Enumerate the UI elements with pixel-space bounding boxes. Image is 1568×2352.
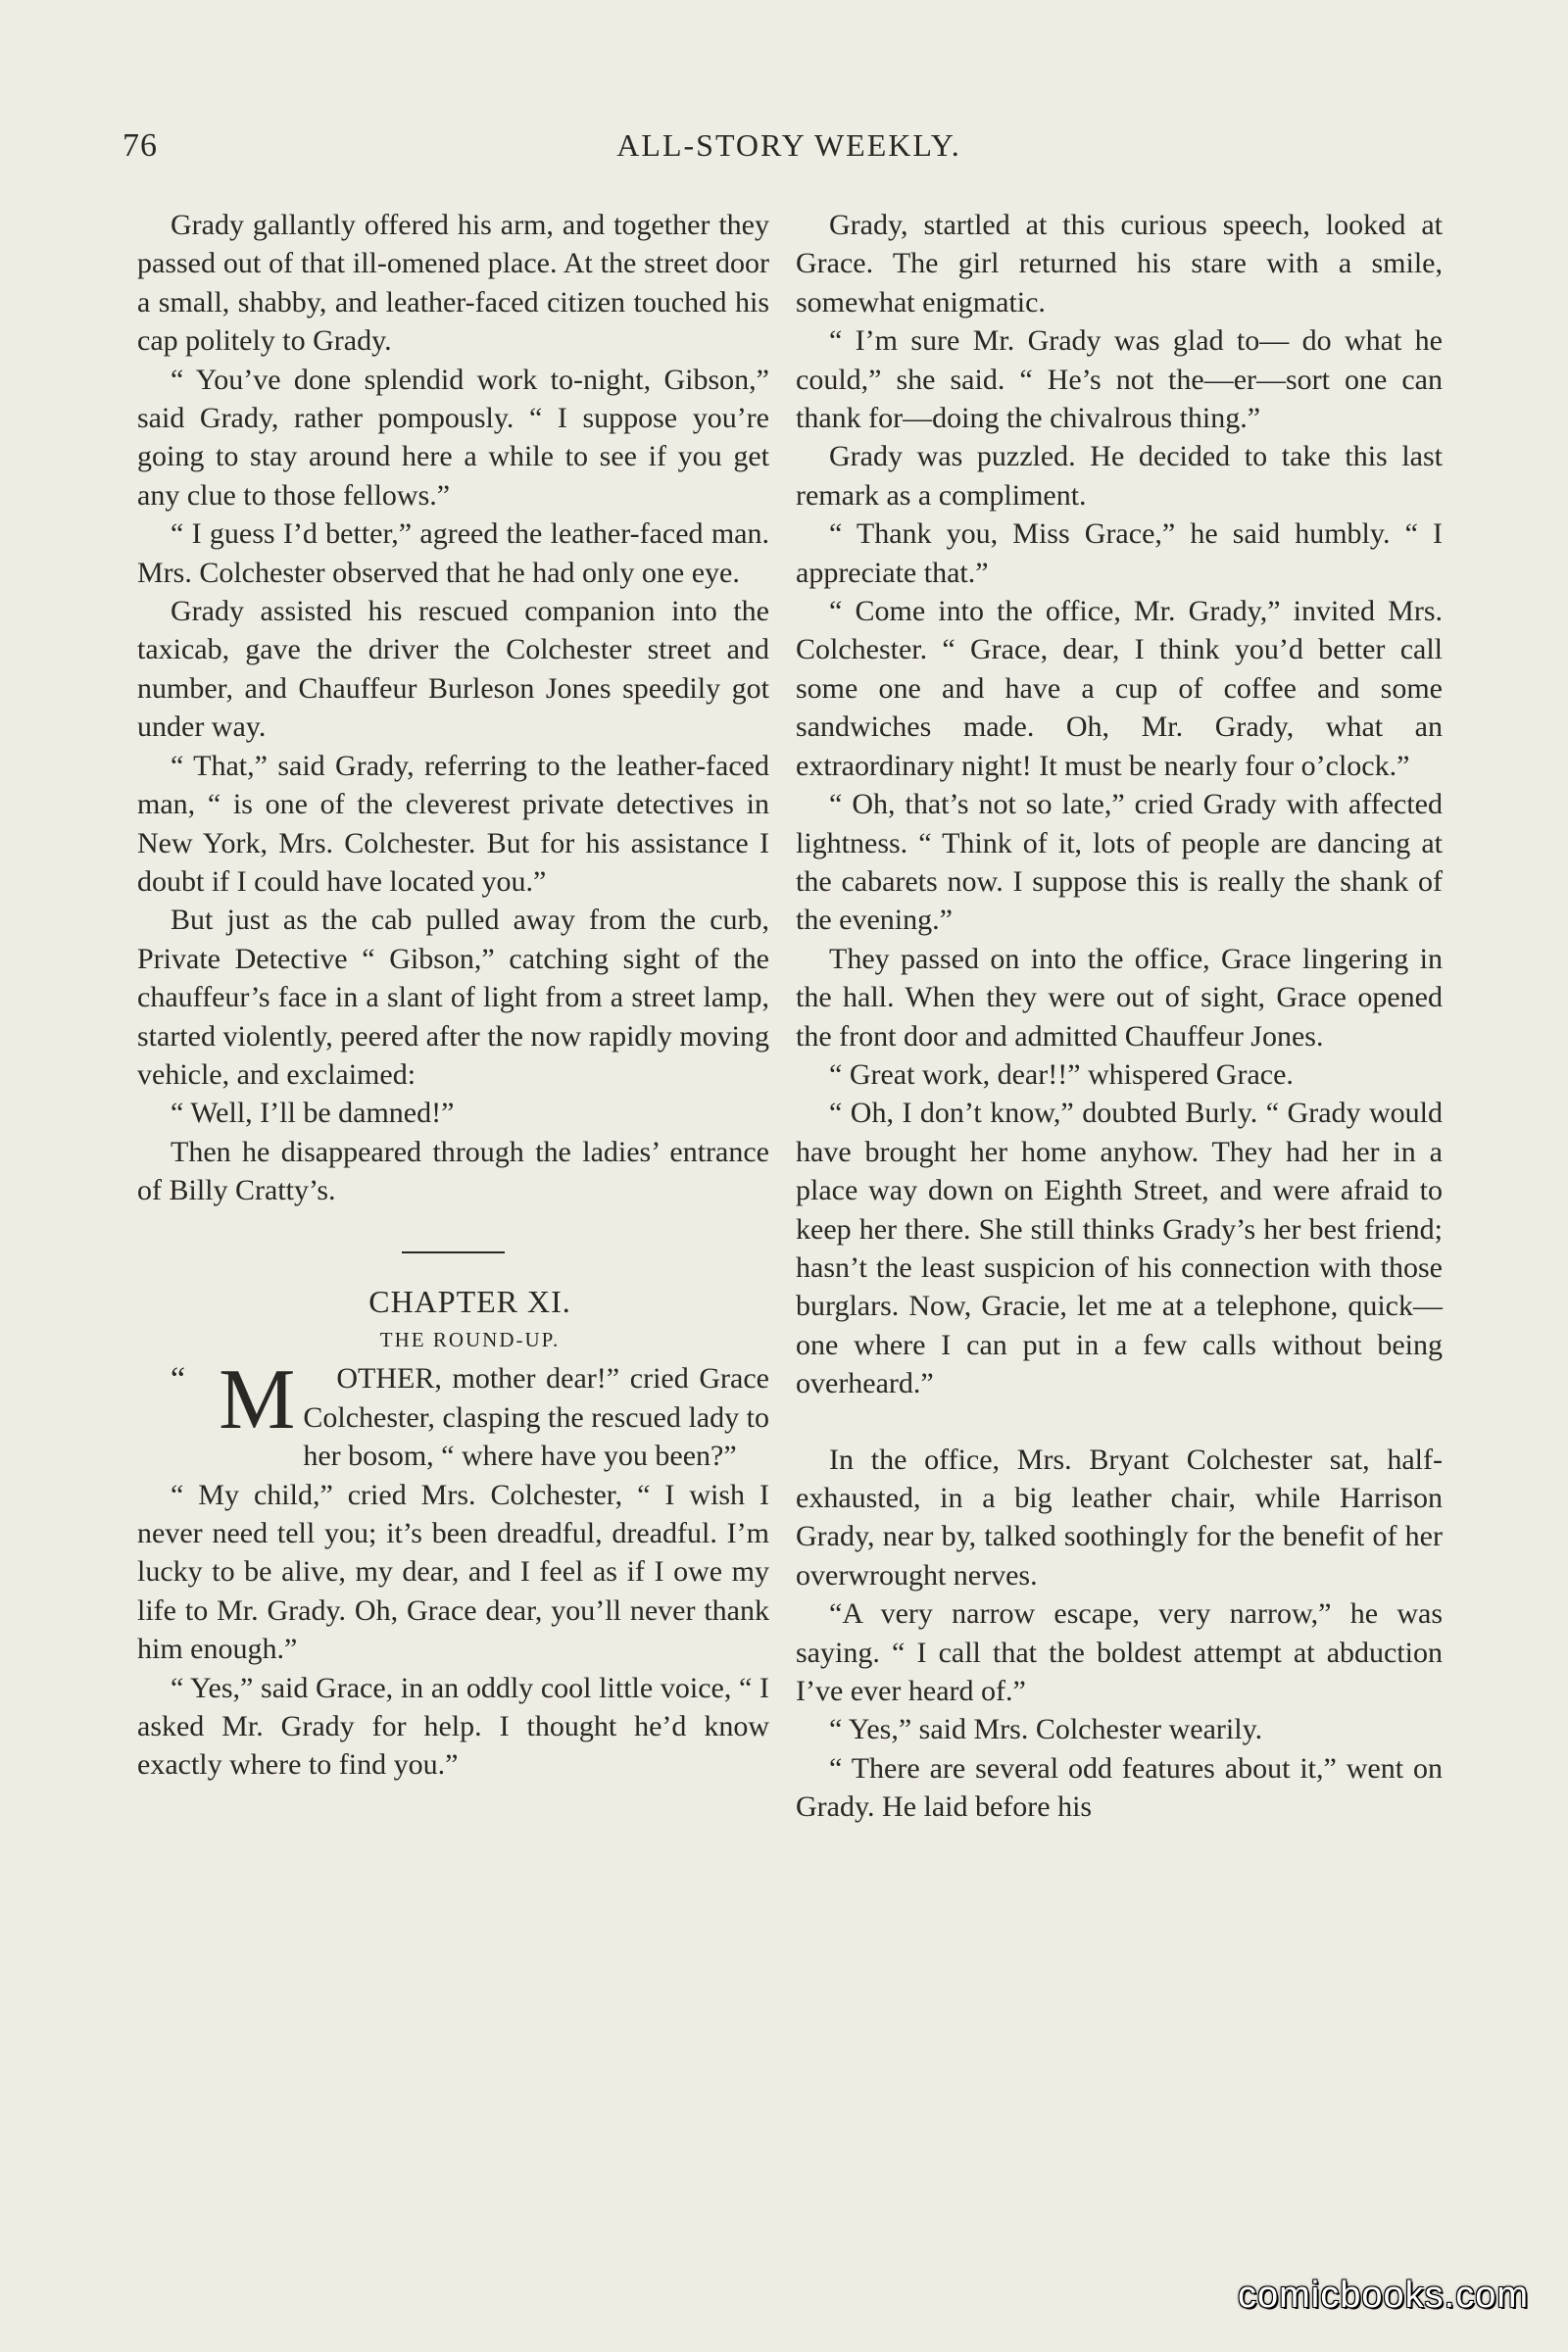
section-divider <box>402 1251 505 1253</box>
paragraph: Grady gallantly offered his arm, and together they passed out of that ill-omened place. At the street door a small, shabby, and leather-faced citizen touched his cap politely to Grady. <box>137 209 769 358</box>
chapter-opening-paragraph <box>137 1352 769 1475</box>
paragraph: Grady assisted his rescued companion into the taxicab, gave the driver the Colchester street and number, and Chauffeur Burleson Jones speedily got under way. <box>137 595 769 744</box>
paragraph: “ There are several odd features about it,” went on Grady. He laid before his <box>796 1751 1443 1824</box>
paragraph: In the office, Mrs. Bryant Colchester sat, half-exhausted, in a big leather chair, while Harrison Grady, near by, talked soothingly for the benefit of her overwrought nerves. <box>796 1443 1443 1592</box>
paragraph: Grady, startled at this curious speech, looked at Grace. The girl returned his stare with a smile, somewhat enigmatic. <box>796 209 1443 318</box>
paragraph: “ That,” said Grady, referring to the leather-faced man, “ is one of the cleverest private detectives in New York, Mrs. Colchester. But for his assistance I doubt if I could have located you.” <box>137 749 769 898</box>
paragraph: “ I’m sure Mr. Grady was glad to— do what he could,” she said. “ He’s not the—er—sort one can thank for—doing the chivalrous thing.” <box>796 324 1443 435</box>
drop-cap-quote: “ <box>171 1361 186 1398</box>
chapter-title: CHAPTER XI. <box>368 1283 571 1319</box>
opening-text: OTHER, mother dear!” cried Grace Colchester, clasping the rescued lady to her bosom, “ where have you been?” <box>303 1362 769 1473</box>
paragraph: “ Yes,” said Mrs. Colchester wearily. <box>829 1713 1263 1746</box>
paragraph: “ My child,” cried Mrs. Colchester, “ I wish I never need tell you; it’s been dreadful, dreadful. I’m lucky to be alive, my dear, and I feel as if I owe my life to Mr. Grady. Oh, Grace dear, you’ll never thank him enough.” <box>137 1478 769 1666</box>
paragraph: Then he disappeared through the ladies’ entrance of Billy Cratty’s. <box>137 1135 769 1207</box>
paragraph: But just as the cab pulled away from the curb, Private Detective “ Gibson,” catching sight of the chauffeur’s face in a slant of light from a street lamp, started violently, peered after the now rapidly moving vehicle, and exclaimed: <box>137 904 769 1091</box>
watermark-logo: comicbooks.com <box>1238 2275 1529 2316</box>
paragraph: “ Oh, that’s not so late,” cried Grady with affected lightness. “ Think of it, lots of people are dancing at the cabarets now. I suppose this is really the shank of the evening.” <box>796 788 1443 937</box>
paragraph: “ Oh, I don’t know,” doubted Burly. “ Grady would have brought her home anyhow. They had her in a place way down on Eighth Street, and were afraid to keep her there. She still thinks Grady’s her best friend; hasn’t the least suspicion of his connection with those burglars. Now, Gracie, let me at a telephone, quick—one where I can put in a few calls without being overheard.” <box>796 1097 1443 1400</box>
page-number: 76 <box>122 127 158 164</box>
paragraph: “ Come into the office, Mr. Grady,” invited Mrs. Colchester. “ Grace, dear, I think you’d better call some one and have a cup of coffee and some sandwiches made. Oh, Mr. Grady, what an extraordinary night! It must be nearly four o’clock.” <box>796 595 1443 782</box>
drop-cap <box>137 1352 296 1448</box>
paragraph: “A very narrow escape, very narrow,” he was saying. “ I call that the boldest attempt at abduction I’ve ever heard of.” <box>796 1597 1443 1708</box>
running-head: ALL-STORY WEEKLY. <box>616 127 961 163</box>
paragraph: “ You’ve done splendid work to-night, Gibson,” said Grady, rather pompously. “ I suppose you’re going to stay around here a while to see if you get any clue to those fellows.” <box>137 363 769 512</box>
page-header <box>122 127 1455 176</box>
paragraph: Grady was puzzled. He decided to take this last remark as a compliment. <box>796 440 1443 512</box>
paragraph: “ Well, I’ll be damned!” <box>171 1097 455 1130</box>
paragraph: They passed on into the office, Grace lingering in the hall. When they were out of sight, Grace opened the front door and admitted Chauffeur Jones. <box>796 942 1443 1053</box>
right-column <box>796 206 1443 1827</box>
paragraph: “ I guess I’d better,” agreed the leather-faced man. Mrs. Colchester observed that he had only one eye. <box>137 517 769 589</box>
paragraph: “ Thank you, Miss Grace,” he said humbly. “ I appreciate that.” <box>796 517 1443 589</box>
paragraph: “ Great work, dear!!” whispered Grace. <box>829 1057 1294 1091</box>
chapter-subtitle: THE ROUND-UP. <box>379 1327 561 1351</box>
left-column <box>137 206 769 1785</box>
paragraph: “ Yes,” said Grace, in an oddly cool little voice, “ I asked Mr. Grady for help. I thought he’d know exactly where to find you.” <box>137 1671 769 1782</box>
drop-cap-letter: M <box>219 1352 296 1448</box>
